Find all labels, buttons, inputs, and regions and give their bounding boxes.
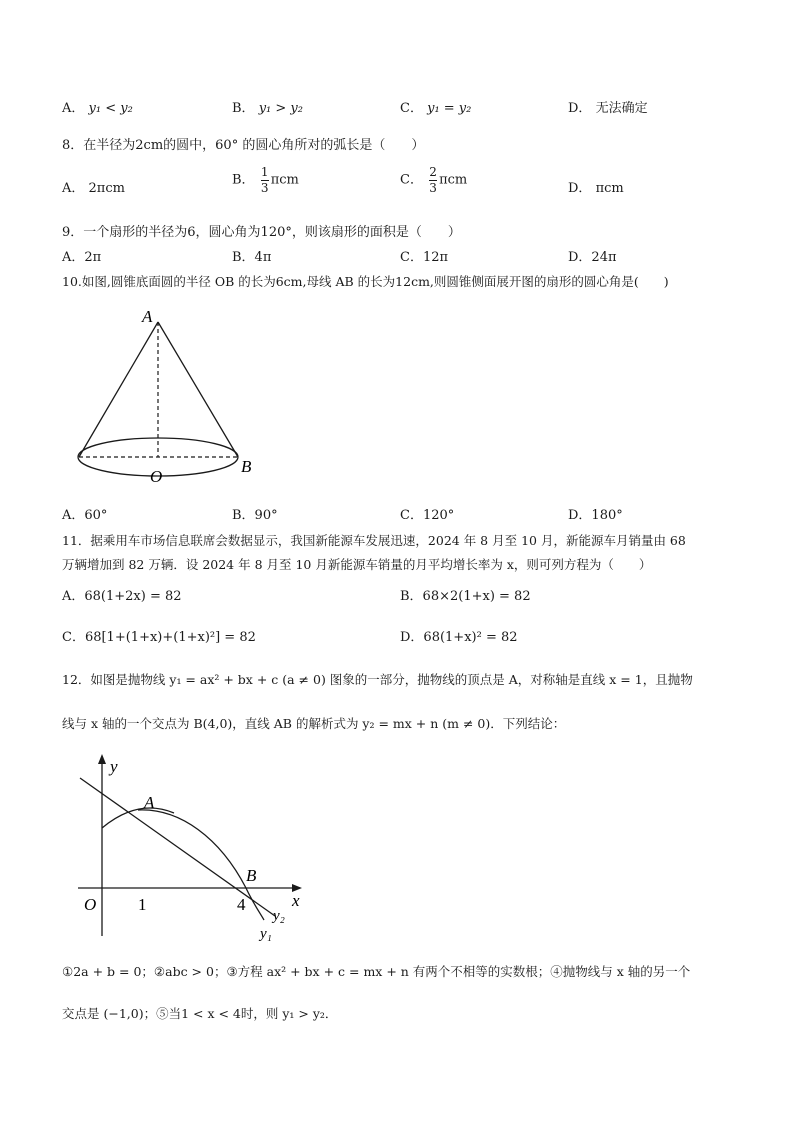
- q10-option-c: C．120°: [400, 508, 455, 523]
- q8-option-a: [62, 177, 125, 196]
- option-text: 无法确定: [595, 101, 648, 116]
- q9-option-a: A．2π: [62, 250, 102, 265]
- q12-line-1: 12．如图是抛物线 y₁ = ax² + bx + c (a ≠ 0) 图象的一部分，抛物线的顶点是 A，对称轴是直线 x = 1，且抛物: [62, 672, 693, 687]
- denominator: 3: [260, 180, 269, 195]
- q9-option-c: C．12π: [400, 250, 449, 265]
- option-text: 2πcm: [88, 181, 125, 196]
- option-text: y₁ < y₂: [88, 101, 133, 116]
- label-b: B: [241, 457, 252, 476]
- q9-option-b: B．4π: [232, 250, 272, 265]
- q10-stem: 10.如图,圆锥底面圆的半径 OB 的长为6cm,母线 AB 的长为12cm,则圆锥侧面展开图的扇形的圆心角是( ): [62, 274, 669, 289]
- q12-conclusions-1: ①2a + b = 0；②abc > 0；③方程 ax² + bx + c = mx + n 有两个不相等的实数根；④抛物线与 x 轴的另一个: [62, 964, 691, 979]
- option-letter: C．: [400, 172, 423, 188]
- fraction: [429, 166, 437, 194]
- q10-option-b: B．90°: [232, 508, 278, 523]
- q7-option-c: [400, 97, 471, 116]
- q11-line-1: 11．据乘用车市场信息联席会数据显示，我国新能源车发展迅速，2024 年 8 月至 10 月，新能源车月销量由 68: [62, 533, 686, 548]
- numerator: 1: [260, 165, 269, 179]
- option-text: πcm: [595, 181, 624, 196]
- option-letter: A．: [62, 181, 85, 196]
- option-text: y₁ > y₂: [258, 101, 303, 116]
- q10-option-a: A．60°: [62, 508, 108, 523]
- q11-option-b: B．68×2(1+x) = 82: [400, 589, 531, 604]
- parabola-curve: [102, 808, 174, 828]
- option-letter: B．: [232, 172, 255, 188]
- q8-option-c: [400, 166, 467, 194]
- option-letter: D．: [568, 101, 592, 116]
- origin-label: O: [84, 895, 97, 914]
- q7-option-a: [62, 97, 133, 116]
- point-a-label: A: [144, 793, 155, 812]
- q9-option-d: D．24π: [568, 250, 617, 265]
- y2-label: y₂: [273, 908, 285, 924]
- fraction: [261, 166, 269, 194]
- option-letter: C．: [400, 101, 423, 116]
- q7-option-b: [232, 97, 303, 116]
- q8-option-d: [568, 177, 624, 196]
- label-a: A: [142, 307, 153, 326]
- label-o: O: [150, 467, 163, 486]
- cone-right-slant: [158, 322, 238, 457]
- q7-option-d: [568, 97, 648, 116]
- tick-4-label: 4: [237, 895, 246, 914]
- q10-option-d: D．180°: [568, 508, 623, 523]
- q11-option-a: A．68(1+2x) = 82: [62, 589, 182, 604]
- option-letter: D．: [568, 181, 592, 196]
- line-ab: [80, 778, 275, 916]
- cone-figure: [70, 300, 270, 490]
- q11-option-c: C．68[1+(1+x)+(1+x)²] = 82: [62, 630, 256, 645]
- q8-option-b: [232, 166, 299, 194]
- parabola-graph: [70, 748, 320, 943]
- y-axis-label: y: [110, 757, 118, 776]
- q9-stem: 9．一个扇形的半径为6，圆心角为120°，则该扇形的面积是（ ）: [62, 225, 461, 240]
- option-unit: πcm: [439, 172, 468, 188]
- cone-left-slant: [79, 322, 158, 457]
- q12-conclusions-2: 交点是 (−1,0)；⑤当1 < x < 4时，则 y₁ > y₂．: [62, 1006, 338, 1021]
- option-text: y₁ = y₂: [427, 101, 472, 116]
- option-unit: πcm: [270, 172, 299, 188]
- point-b-label: B: [246, 866, 257, 885]
- denominator: 3: [429, 180, 437, 195]
- y1-label: y₁: [260, 926, 272, 942]
- q12-line-2: 线与 x 轴的一个交点为 B(4,0)，直线 AB 的解析式为 y₂ = mx + n (m ≠ 0)．下列结论：: [62, 716, 566, 731]
- x-axis-label: x: [292, 891, 300, 910]
- q11-option-d: D．68(1+x)² = 82: [400, 630, 518, 645]
- option-letter: A．: [62, 101, 85, 116]
- numerator: 2: [429, 165, 437, 179]
- tick-1-label: 1: [138, 895, 147, 914]
- option-letter: B．: [232, 101, 255, 116]
- q11-line-2: 万辆增加到 82 万辆．设 2024 年 8 月至 10 月新能源车销量的月平均增长率为 x，则可列方程为（ ）: [62, 557, 652, 572]
- q8-stem: 8．在半径为2cm的圆中，60° 的圆心角所对的弧长是（ ）: [62, 138, 425, 153]
- y-axis-arrow: [98, 754, 106, 764]
